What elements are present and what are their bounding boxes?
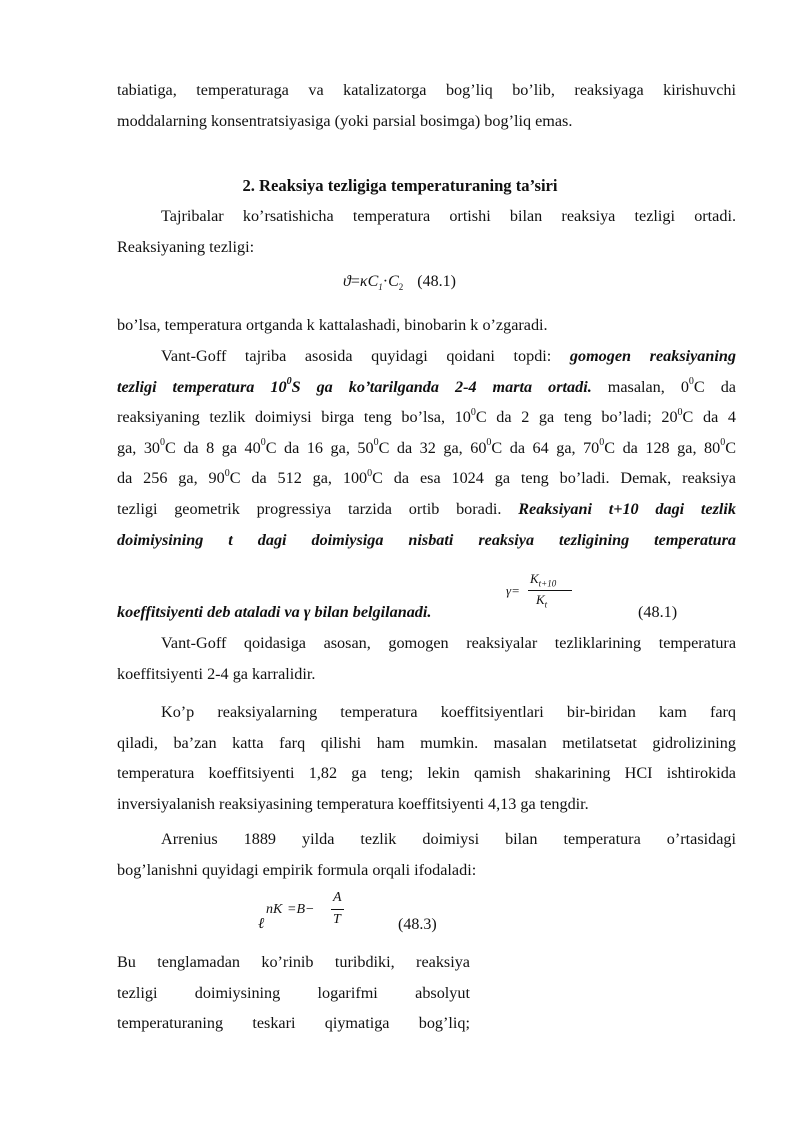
bold-italic-rule: gomogen reaksiyaning [569, 347, 737, 365]
ell-symbol: ℓ [258, 916, 265, 932]
fraction-numerator: A [333, 890, 342, 905]
bold-italic-definition: Reaksiyani t+10 dagi tezlik [518, 499, 736, 518]
text-span: Vant-Goff tajriba asosida quyidagi qoidani topdi: [161, 347, 570, 365]
paragraph-kop [117, 697, 736, 819]
fraction-numerator: $K_{t+10}$ [530, 571, 557, 589]
text-line: doimiysining t dagi doimiysiga nisbati reaksiya tezligining temperatura [117, 530, 736, 549]
paragraph-qoida [117, 628, 736, 689]
text-line: ga, $30^0C$ da 8 ga $40^0C$ da 16 ga, $50^0C$ da 32 ga, $60^0C$ da 64 ga, $70^0C$ da 128 ga, $80^0C$ [117, 437, 737, 457]
bold-italic-rule: tezligi temperatura $10^0S$ ga ko’tarilganda 2-4 marta ortadi. [117, 376, 592, 396]
text-line: da 256 ga, $90^0C$ da 512 ga, $100^0C$ da esa 1024 ga teng bo’ladi. Demak, reaksiya [117, 467, 736, 488]
text-line: tezligi doimiysining logarifmi absolyut [117, 983, 470, 1002]
text-line [117, 372, 736, 403]
paragraph-tajriba [117, 201, 736, 262]
text-line [117, 494, 736, 525]
text-line: bog’lanishni quyidagi empirik formula orqali ifodaladi: [117, 860, 477, 879]
fraction-bar [528, 590, 572, 591]
superscript: 0 [688, 376, 694, 388]
text-line: reaksiyaning tezlik doimiysi birga teng bo’lsa, $10^0C$ da 2 ga teng bo’ladi; $20^0C$ da 4 [117, 406, 737, 427]
text-line: Tajribalar ko’rsatishicha temperatura ortishi bilan reaksiya tezligi ortadi. [161, 207, 736, 225]
text-line: Bu tenglamadan ko’rinib turibdiki, reaksiya [117, 953, 470, 971]
eq-subscript: 2 [398, 282, 404, 293]
eq-symbol: C [367, 273, 379, 290]
equation-number: (48.1) [417, 273, 456, 290]
text-line: Vant-Goff qoidasiga asosan, gomogen reaksiyalar tezliklarining temperatura [161, 634, 736, 652]
text-line: bo’lsa, temperatura ortganda k kattalashadi, binobarin k o’zgaradi. [117, 316, 548, 334]
eq-symbol: nK [266, 902, 283, 917]
text-span: tezligi geometrik progressiya tarzida ortib boradi. [117, 499, 519, 518]
equation-number: (48.3) [398, 916, 437, 933]
text-line-gamma [117, 597, 431, 627]
paragraph-vant-goff [117, 341, 736, 555]
text-line: Reaksiyaning tezligi: [117, 237, 255, 256]
fraction-denominator: T [333, 912, 341, 927]
bold-italic-definition: koeffitsiyenti deb ataladi va [117, 603, 304, 621]
eq-symbol: ϑ [343, 273, 351, 290]
text-line [117, 341, 736, 372]
text-line: koeffitsiyenti 2-4 ga karralidir. [117, 664, 316, 683]
text-line: inversiyalanish reaksiyasining temperatura koeffitsiyenti 4,13 ga tengdir. [117, 794, 589, 813]
text-span: C da [693, 377, 736, 396]
fraction-bar [331, 909, 344, 910]
text-line: moddalarning konsentratsiyasiga (yoki parsial bosimga) bog’liq emas. [117, 111, 573, 130]
eq-symbol: C [388, 273, 399, 290]
text-line: Arrenius 1889 yilda tezlik doimiysi bilan temperatura o’rtasidagi [161, 830, 736, 848]
text-span: masalan, 0 [591, 377, 689, 396]
paragraph-arrenius [117, 824, 736, 885]
text-line: temperaturaning teskari qiymatiga bog’liq; [117, 1014, 470, 1033]
paragraph-intro [117, 75, 736, 136]
eq-symbol: = [350, 273, 360, 290]
eq-symbol: =B− [287, 902, 315, 917]
equation-number: (48.1) [638, 603, 678, 621]
bold-italic-definition: bilan belgilanadi. [310, 603, 432, 621]
eq-symbol: · [382, 273, 389, 290]
text-line: Ko’p reaksiyalarning temperatura koeffitsiyentlari bir-biridan kam farq [161, 703, 736, 721]
equation-48-1 [343, 270, 456, 299]
text-line: tabiatiga, temperaturaga va katalizatorga bog’liq bo’lib, reaksiyaga kirishuvchi [117, 81, 736, 99]
paragraph-last [117, 947, 470, 1039]
gamma-symbol: γ [303, 603, 311, 621]
fraction-denominator: $K_t$ [536, 592, 548, 610]
paragraph-bolsa [117, 310, 736, 341]
eq-symbol: κ [359, 273, 368, 290]
section-heading: 2. Reaksiya tezligiga temperaturaning ta’siri [242, 176, 558, 195]
text-line: qiladi, ba’zan katta farq qilishi ham mumkin. masalan metilatsetat gidrolizining [117, 733, 736, 752]
text-line: temperatura koeffitsiyenti 1,82 ga teng; lekin qamish shakarining HCI ishtirokida [117, 764, 736, 783]
eq-subscript: 1 [378, 282, 383, 293]
eq-symbol: γ= [506, 583, 520, 598]
